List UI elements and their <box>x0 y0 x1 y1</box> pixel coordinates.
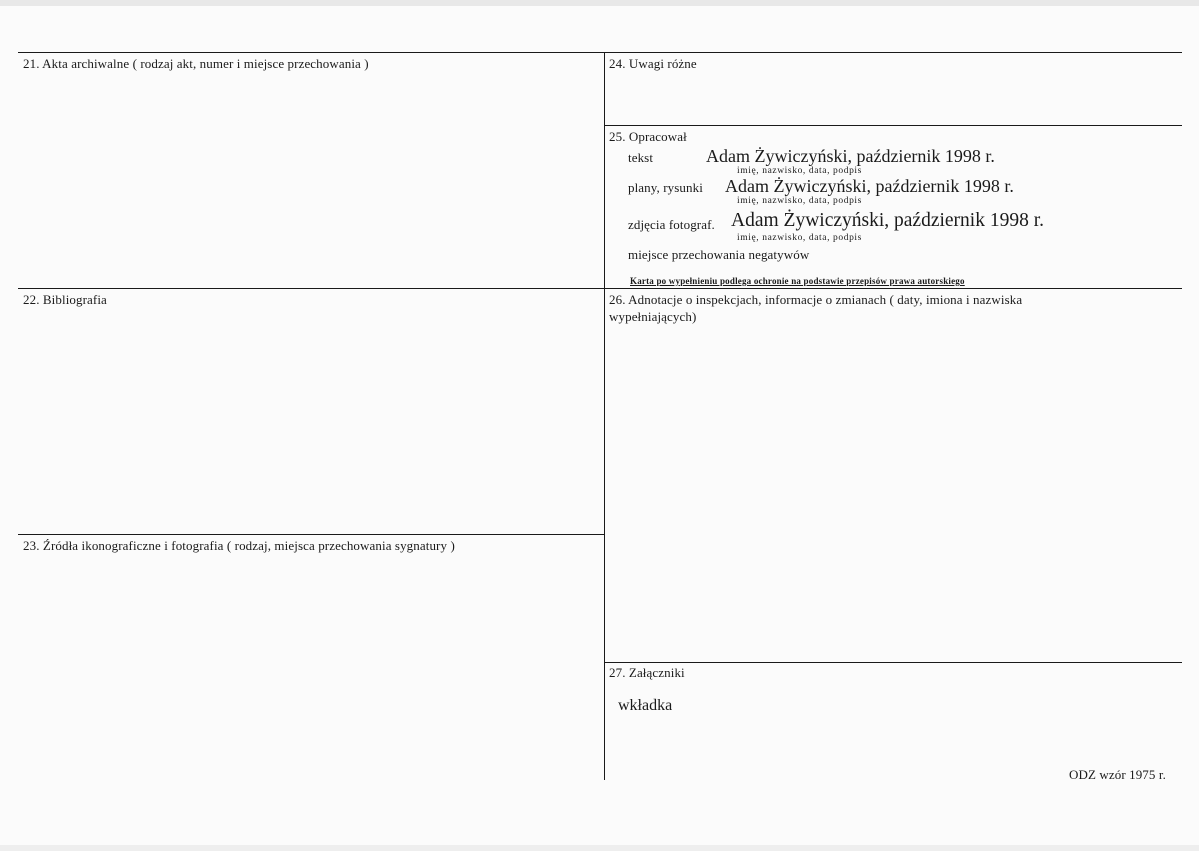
section-21-label: 21. Akta archiwalne ( rodzaj akt, numer i miejsce przechowania ) <box>23 56 369 71</box>
divider-top <box>18 52 1182 53</box>
section-27-label: 27. Załączniki <box>609 665 685 680</box>
field-zdjecia-label: zdjęcia fotograf. <box>628 217 715 232</box>
field-plany-caption: imię, nazwisko, data, podpis <box>737 196 862 206</box>
page-bottom-edge <box>0 845 1199 851</box>
field-tekst-value: Adam Żywiczyński, październik 1998 r. <box>706 146 995 166</box>
attachment-value: wkładka <box>618 697 673 714</box>
field-tekst-caption: imię, nazwisko, data, podpis <box>737 166 862 176</box>
field-zdjecia-value: Adam Żywiczyński, październik 1998 r. <box>731 210 1044 231</box>
section-25-label: 25. Opracował <box>609 129 687 144</box>
copyright-note: Karta po wypełnieniu podlega ochronie na podstawie przepisów prawa autorskiego <box>630 276 965 286</box>
divider-22-23 <box>18 534 604 535</box>
field-plany-label: plany, rysunki <box>628 180 703 195</box>
divider-center <box>604 52 605 780</box>
field-tekst-label: tekst <box>628 150 654 165</box>
section-26-label: 26. Adnotacje o inspekcjach, informacje o zmianach ( daty, imiona i nazwiska wypełniających) <box>609 292 1023 324</box>
negatives-label: miejsce przechowania negatywów <box>628 247 810 262</box>
section-22-label: 22. Bibliografia <box>23 292 107 307</box>
field-plany-value: Adam Żywiczyński, październik 1998 r. <box>725 176 1014 196</box>
page-top-edge <box>0 0 1199 6</box>
divider-middle <box>18 288 1182 289</box>
form-identifier: ODZ wzór 1975 r. <box>1069 767 1166 782</box>
divider-26-27 <box>604 662 1182 663</box>
field-zdjecia-caption: imię, nazwisko, data, podpis <box>737 233 862 243</box>
section-24-label: 24. Uwagi różne <box>609 56 697 71</box>
divider-24-25 <box>604 125 1182 126</box>
section-23-label: 23. Źródła ikonograficzne i fotografia ( rodzaj, miejsca przechowania sygnatury ) <box>23 538 455 553</box>
